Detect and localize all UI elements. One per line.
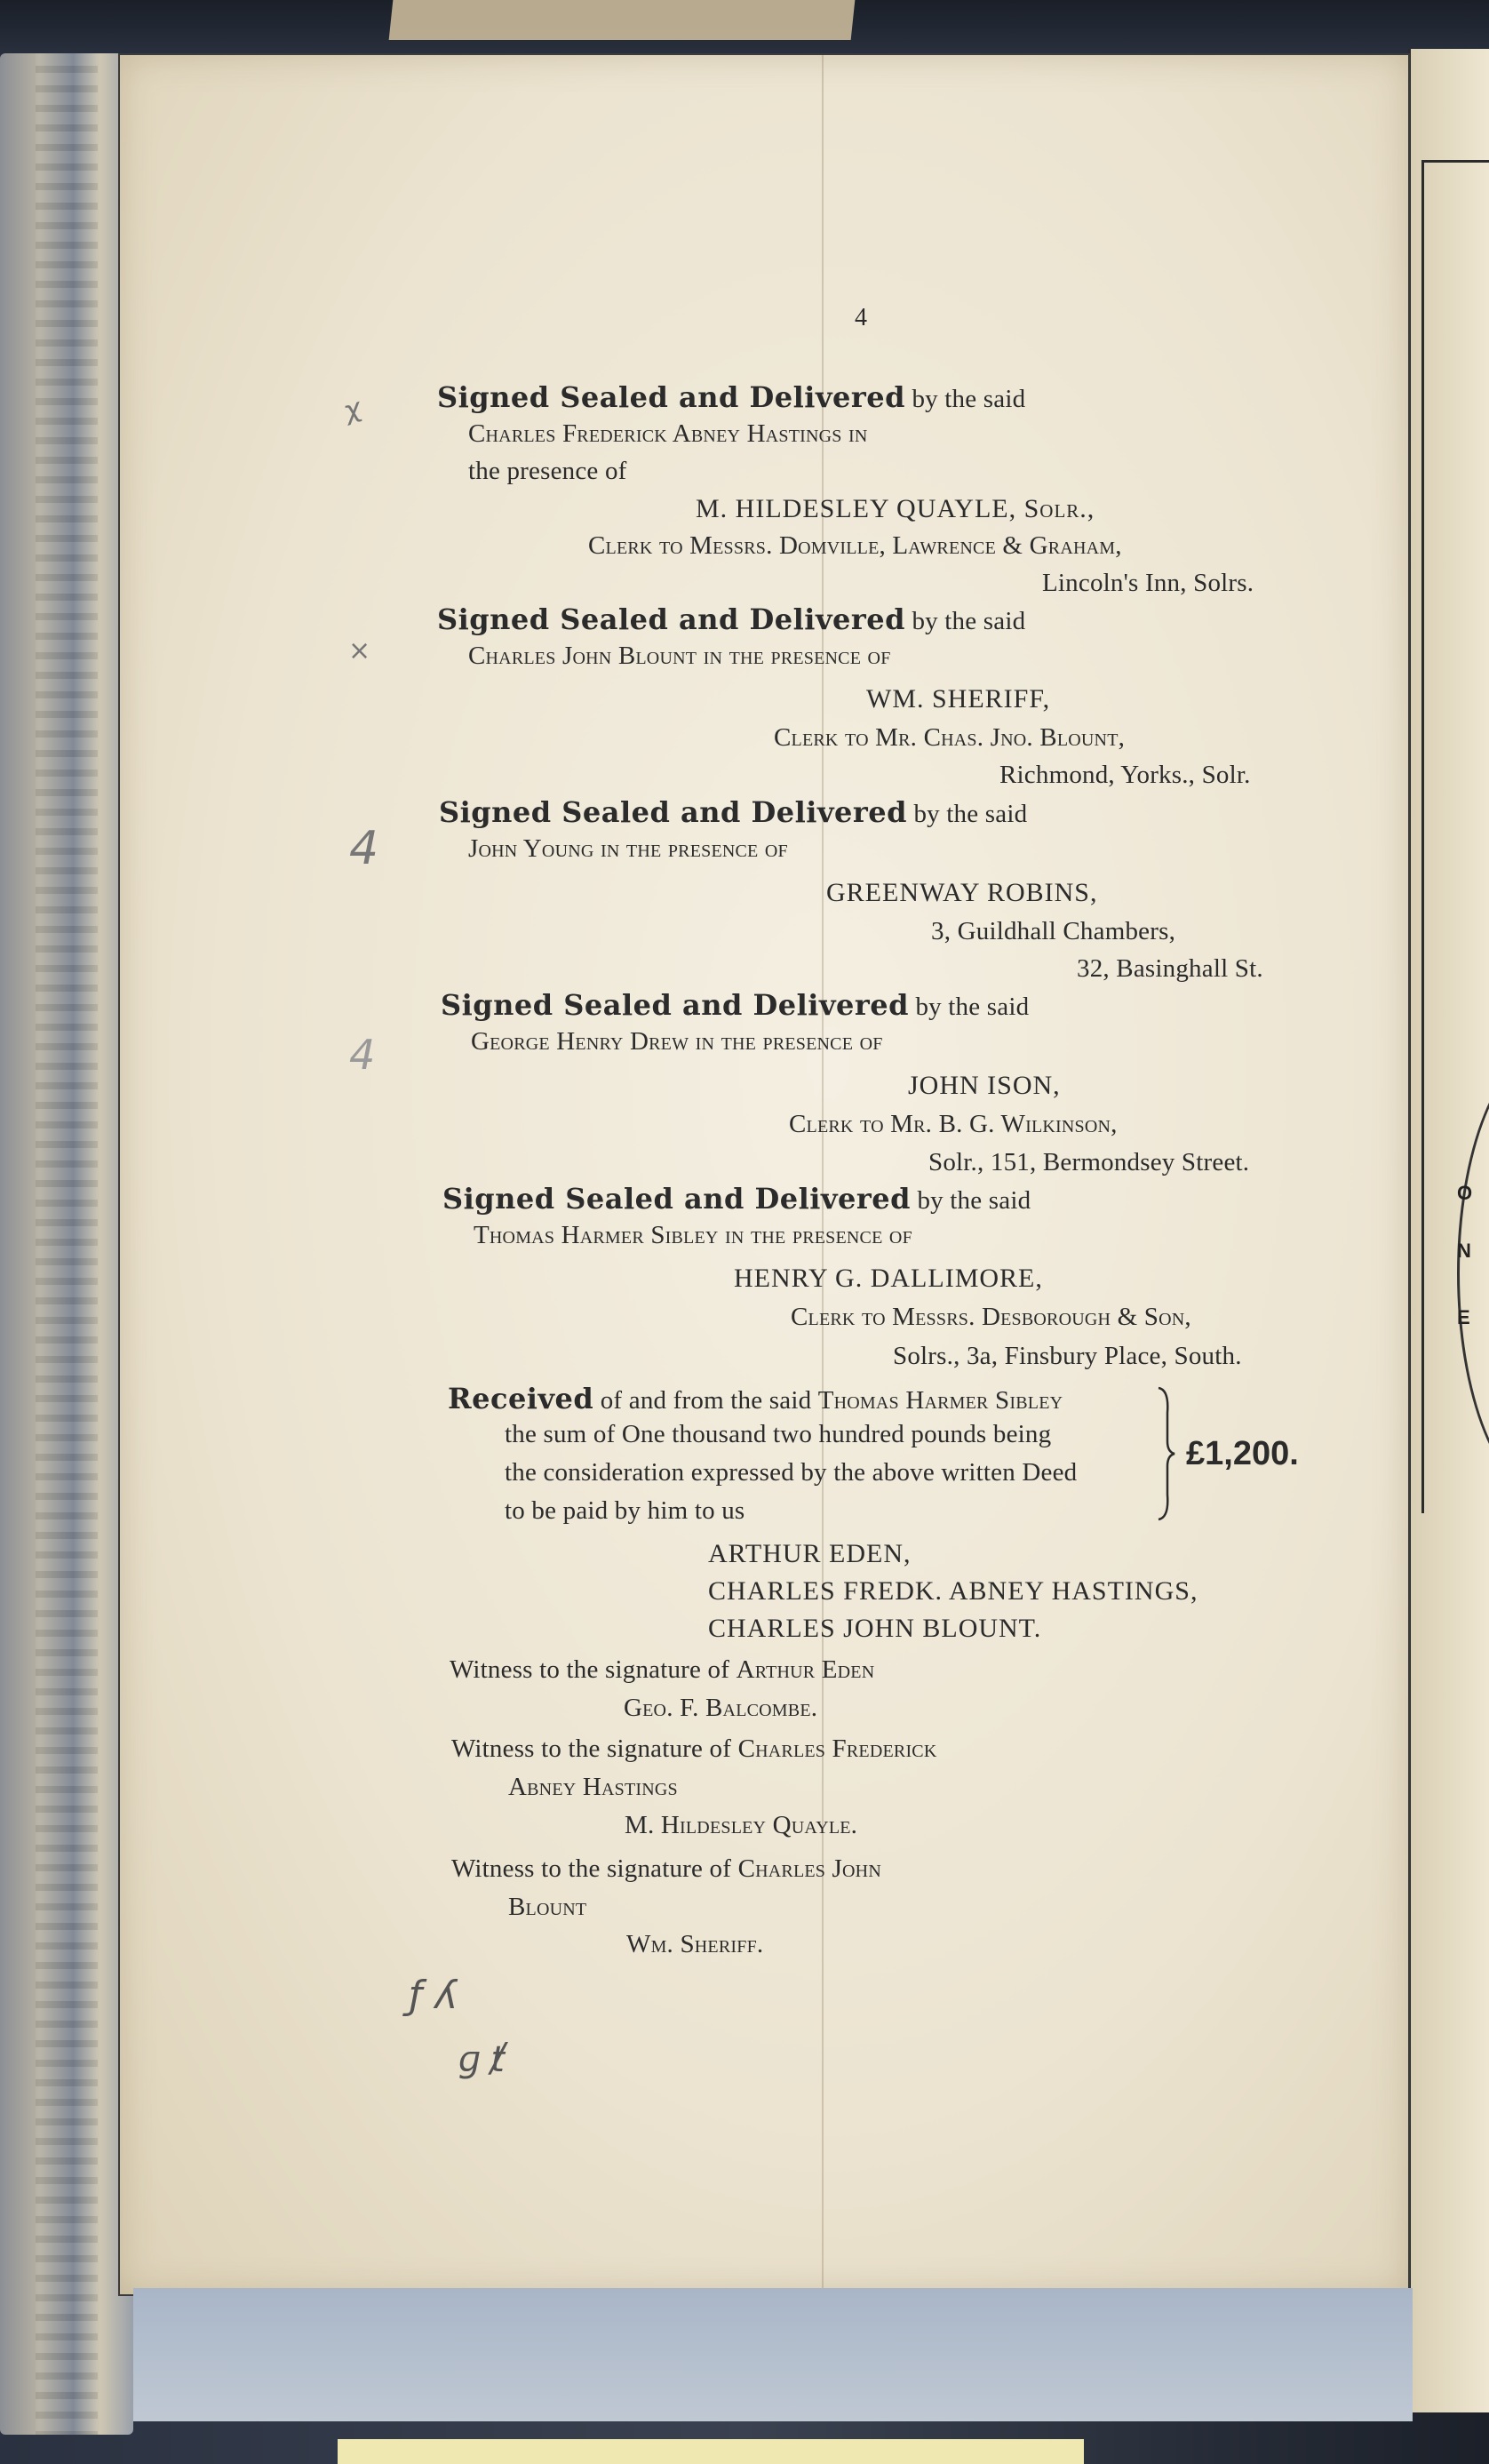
witness-name-5: HENRY G. DALLIMORE, [734,1264,1043,1293]
pencil-mark: 4 [349,1031,376,1079]
signatory-2: CHARLES FREDK. ABNEY HASTINGS, [708,1576,1198,1606]
pencil-mark: ᵡ [338,389,371,446]
pencil-mark: × [348,635,371,666]
witness-line2-5: Clerk to Messrs. Desborough & Son, [791,1303,1191,1331]
witness-line3-3: 32, Basinghall St. [1077,954,1263,983]
adjacent-letter: O [1457,1182,1473,1204]
blue-binding-strip [133,2288,1413,2421]
party-name-2: Charles John Blount in the presence of [468,642,891,670]
witness-name-3: GREENWAY ROBINS, [826,878,1098,907]
witness-line3-4: Solr., 151, Bermondsey Street. [928,1148,1250,1176]
witness-name-1: M. HILDESLEY QUAYLE, Solr., [696,494,1095,523]
adjacent-letter: N [1457,1240,1471,1262]
attestation-heading-4: Signed Sealed and Delivered by the said [441,988,1030,1022]
witness-statement-3-cont: Blount [508,1893,587,1921]
witness-name-2: WM. SHERIFF, [866,684,1051,714]
attestation-heading-2: Signed Sealed and Delivered by the said [437,602,1026,636]
witness-statement-1: Witness to the signature of Arthur Eden [450,1655,875,1684]
witness-line3-5: Solrs., 3a, Finsbury Place, South. [893,1342,1242,1370]
party-name-3: John Young in the presence of [468,834,788,863]
witness-signer-2: M. Hildesley Quayle. [625,1811,858,1839]
attestation-heading-3: Signed Sealed and Delivered by the said [439,795,1028,829]
witness-line3-1: Lincoln's Inn, Solrs. [1042,569,1254,597]
pencil-mark: 4 [349,822,379,875]
party-name-1: Charles Frederick Abney Hastings in [468,419,868,448]
witness-signer-3: Wm. Sheriff. [626,1930,764,1958]
witness-signer-1: Geo. F. Balcombe. [624,1694,818,1722]
adjacent-letter: E [1457,1306,1470,1328]
witness-line3-2: Richmond, Yorks., Solr. [999,761,1251,789]
witness-line2-1: Clerk to Messrs. Domville, Lawrence & Graham, [588,531,1122,560]
witness-line2-3: 3, Guildhall Chambers, [931,917,1176,945]
pencil-initials: ɡ ⱦ [458,2039,506,2080]
party-name-5: Thomas Harmer Sibley in the presence of [474,1221,912,1249]
receipt-line-4: to be paid by him to us [505,1496,745,1525]
witness-line2-2: Clerk to Mr. Chas. Jno. Blount, [774,723,1126,752]
attestation-heading-1: Signed Sealed and Delivered by the said [437,380,1026,414]
presence-line-1: the presence of [468,457,627,485]
receipt-line-3: the consideration expressed by the above written Deed [505,1458,1078,1487]
signatory-3: CHARLES JOHN BLOUNT. [708,1614,1042,1643]
pencil-initials: ƒ ʎ [409,1973,458,2018]
witness-name-4: JOHN ISON, [908,1071,1061,1100]
receipt-amount: £1,200. [1186,1435,1299,1472]
signatory-1: ARTHUR EDEN, [708,1539,912,1568]
page-stack-edge [0,53,133,2435]
paper-scrap [389,0,856,40]
page-number: 4 [855,304,867,331]
bottom-label-strip [338,2439,1084,2464]
party-name-4: George Henry Drew in the presence of [471,1027,883,1056]
witness-line2-4: Clerk to Mr. B. G. Wilkinson, [789,1110,1118,1138]
receipt-line-2: the sum of One thousand two hundred pounds being [505,1420,1052,1448]
witness-statement-3: Witness to the signature of Charles John [451,1854,881,1883]
receipt-line-1: Received of and from the said Thomas Harmer Sibley [448,1382,1063,1415]
attestation-heading-5: Signed Sealed and Delivered by the said [442,1182,1031,1216]
witness-statement-2: Witness to the signature of Charles Frederick [451,1734,937,1763]
witness-statement-2-cont: Abney Hastings [508,1773,678,1801]
receipt-brace [1157,1386,1176,1521]
